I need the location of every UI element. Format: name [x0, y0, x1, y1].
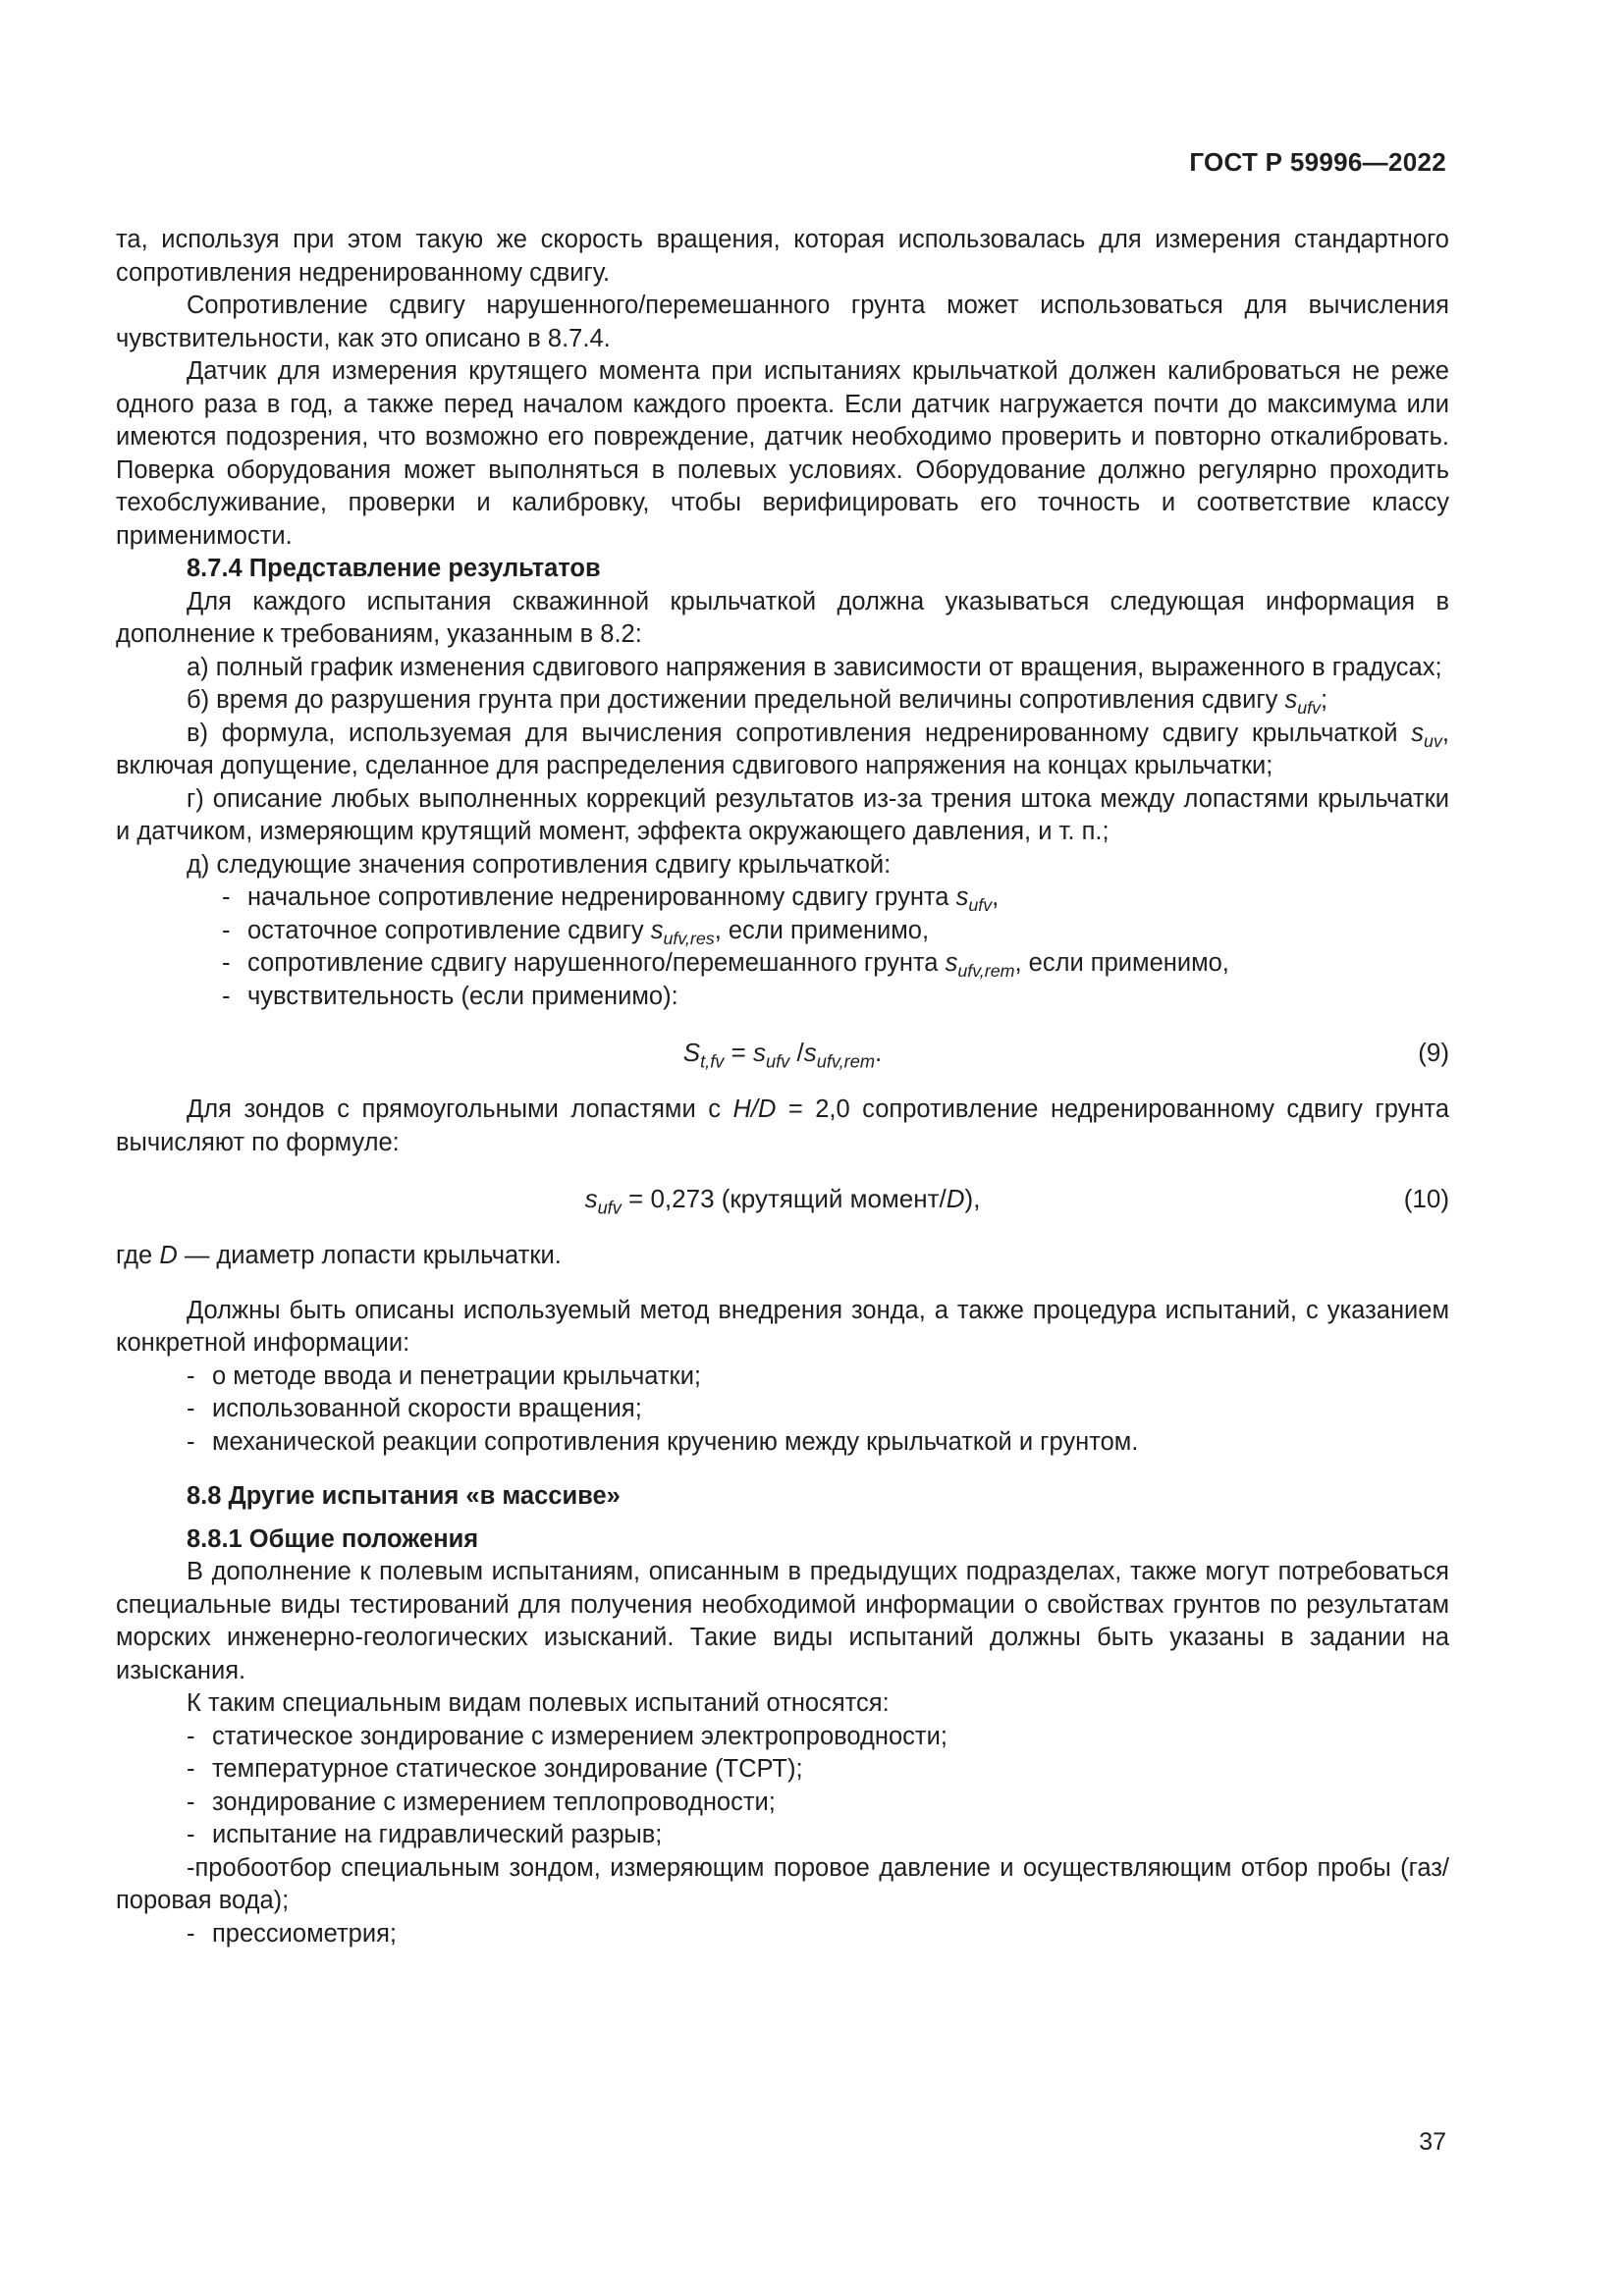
page-number: 37	[1419, 2128, 1446, 2156]
formula-expression: $s_{ufv} = 0,273$ (крутящий момент/D),	[584, 1184, 981, 1218]
paragraph: та, используя при этом такую же скорость вращения, которая использовалась для измерения стандартного сопротивления недренированному сдвигу.	[116, 226, 1449, 287]
paragraph: Для каждого испытания скважинной крыльчаткой должна указываться следующая информация в дополнение к требованиям, указанным в 8.2:	[116, 587, 1449, 648]
section-heading-8-7-4: 8.7.4 Представление результатов	[187, 555, 601, 582]
paragraph: В дополнение к полевым испытаниям, описанным в предыдущих подразделах, также могут потребоваться специальные виды тестирований для получения необходимой информации о свойствах грунтов по результатам морских инженерно-геологических изысканий. Такие виды испытаний должны быть указаны в задании на изыскания.	[116, 1558, 1449, 1684]
list-item: - зондирование с измерением теплопроводности;	[187, 1788, 776, 1816]
paragraph: Датчик для измерения крутящего момента при испытаниях крыльчаткой должен калиброваться не реже одного раза в год, а также перед началом каждого проекта. Если датчик нагружается почти до максимума или имеются подозрения, что возможно его повреждение, датчик необходимо проверить и повторно откалибровать. Поверка оборудования может выполняться в полевых условиях. Оборудование должно регулярно проходить техобслуживание, проверки и калибровку, чтобы верифицировать его точность и соответствие классу применимости.	[116, 357, 1449, 550]
formula-10	[116, 1177, 1449, 1220]
sub-list-item: - остаточное сопротивление сдвигу $s_{ufv,res}$, если применимо,	[222, 916, 930, 948]
page-content	[116, 224, 1449, 1950]
formula-number: (10)	[1403, 1184, 1449, 1213]
list-item: - статическое зондирование с измерением электропроводности;	[187, 1722, 947, 1750]
paragraph: Сопротивление сдвигу нарушенного/перемешанного грунта может использоваться для вычисления чувствительности, как это описано в 8.7.4.	[116, 292, 1449, 352]
list-item: -пробоотбор специальным зондом, измеряющим поровое давление и осуществляющим отбор пробы (газ/поровая вода);	[116, 1853, 1449, 1914]
paragraph: Для зондов с прямоугольными лопастями с H/D = 2,0 сопротивление недренированному сдвигу грунта вычисляют по формуле:	[116, 1095, 1449, 1156]
list-item: д) следующие значения сопротивления сдвигу крыльчаткой:	[187, 850, 892, 879]
spacer	[116, 1514, 1449, 1523]
list-item: - прессиометрия;	[187, 1919, 397, 1948]
list-item: в) формула, используемая для вычисления сопротивления недренированному сдвигу крыльчаткой $s_{uv}$, включая допущение, сделанное для распределения сдвигового напряжения на концах крыльчатки;	[116, 719, 1449, 779]
section-heading-8-8: 8.8 Другие испытания «в массиве»	[187, 1482, 621, 1510]
list-item: - механической реакции сопротивления кручению между крыльчаткой и грунтом.	[187, 1427, 1139, 1456]
paragraph: Должны быть описаны используемый метод внедрения зонда, а также процедура испытаний, с указанием конкретной информации:	[116, 1296, 1449, 1357]
paragraph: К таким специальным видам полевых испытаний относятся:	[187, 1689, 890, 1717]
sub-list-item: - сопротивление сдвигу нарушенного/перемешанного грунта $s_{ufv,rem}$, если применимо,	[222, 949, 1229, 982]
list-item: - о методе ввода и пенетрации крыльчатки;	[187, 1362, 702, 1390]
list-item: - испытание на гидравлический разрыв;	[187, 1821, 663, 1848]
formula-9	[116, 1031, 1449, 1074]
formula-number: (9)	[1418, 1038, 1449, 1067]
paragraph: где D — диаметр лопасти крыльчатки.	[116, 1242, 562, 1269]
list-item: - использованной скорости вращения;	[187, 1395, 642, 1422]
sub-list-item: - начальное сопротивление недренированному сдвигу грунта $s_{ufv}$,	[222, 883, 1000, 916]
formula-expression: $S_{t,fv} = s_{ufv}$ $/s_{ufv,rem}$.	[682, 1038, 883, 1072]
spacer	[116, 1273, 1449, 1295]
spacer	[116, 1459, 1449, 1480]
sub-list-item: - чувствительность (если применимо):	[222, 982, 678, 1010]
list-item: а) полный график изменения сдвигового напряжения в зависимости от вращения, выраженного в градусах;	[187, 653, 1442, 681]
list-item: г) описание любых выполненных коррекций результатов из-за трения штока между лопастями крыльчатки и датчиком, измеряющим крутящий момент, эффекта окружающего давления, и т. п.;	[116, 784, 1449, 845]
list-item: б) время до разрушения грунта при достижении предельной величины сопротивления сдвигу $s_{ufv}$;	[187, 686, 1328, 719]
list-item: - температурное статическое зондирование (ТСРТ);	[187, 1755, 803, 1783]
document-header: ГОСТ Р 59996—2022	[1189, 147, 1446, 177]
section-heading-8-8-1: 8.8.1 Общие положения	[187, 1524, 479, 1553]
